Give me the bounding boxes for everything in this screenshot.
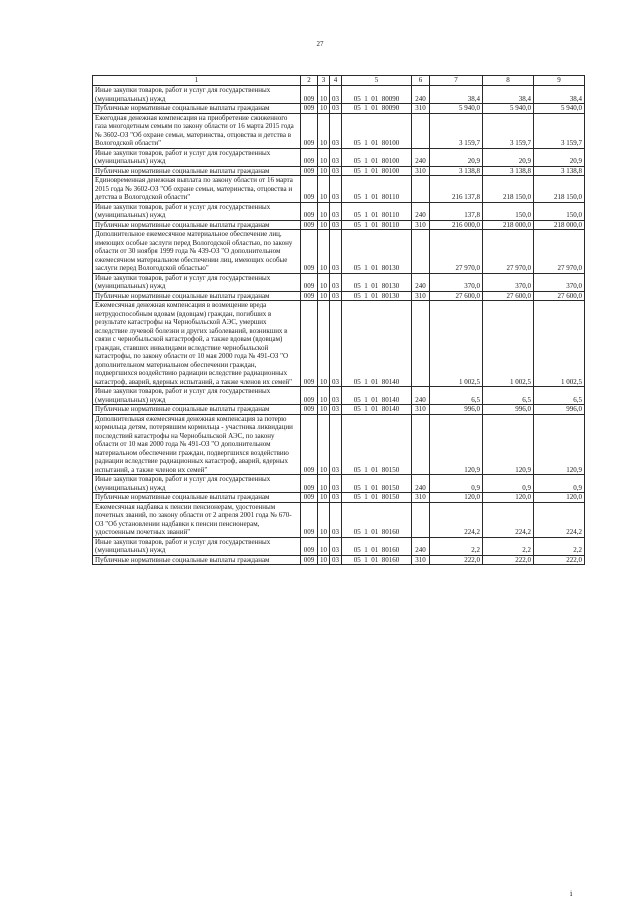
row-value-2023: 137,8 bbox=[430, 202, 483, 220]
header-cell-5: 5 bbox=[342, 76, 412, 86]
row-csr: 05 1 01 80150 bbox=[342, 414, 412, 475]
row-value-2024: 2,2 bbox=[483, 537, 534, 555]
row-value-2025: 218 150,0 bbox=[534, 176, 585, 203]
row-value-2025: 20,9 bbox=[534, 148, 585, 166]
row-name: Ежемесячная денежная компенсация в возмещение вреда нетрудоспособным вдовам (вдовцам) граждан, погибших в результате катастрофы на Чернобыльской АЭС, умерших вследствие лучевой болезни и других заболеваний, возникших в связи с чернобыльской катастрофой, а также вдовам (вдовцам) граждан, ставших инвалидами вследствие чернобыльской катастрофы, по закону области от 10 мая 2000 года № 491-ОЗ "О дополнительном материальном обеспечении граждан, подвергшихся воздействию радиации вследствие радиационных катастроф, аварий, ядерных испытаний, а также членов их семей" bbox=[93, 301, 301, 387]
row-name: Публичные нормативные социальные выплаты гражданам bbox=[93, 555, 301, 565]
row-pr: 03 bbox=[330, 148, 342, 166]
row-value-2023: 0,9 bbox=[430, 475, 483, 493]
table-row bbox=[93, 113, 585, 148]
row-rz: 10 bbox=[318, 86, 330, 104]
row-vr bbox=[412, 414, 430, 475]
row-rz: 10 bbox=[318, 113, 330, 148]
row-vr: 240 bbox=[412, 387, 430, 405]
row-pr: 03 bbox=[330, 273, 342, 291]
row-value-2024: 120,0 bbox=[483, 493, 534, 503]
table-row bbox=[93, 220, 585, 230]
budget-table bbox=[92, 75, 585, 565]
row-vr: 310 bbox=[412, 291, 430, 301]
row-value-2024: 38,4 bbox=[483, 86, 534, 104]
row-csr: 05 1 01 80100 bbox=[342, 166, 412, 176]
row-pr: 03 bbox=[330, 537, 342, 555]
row-vr: 310 bbox=[412, 104, 430, 114]
table-row bbox=[93, 405, 585, 415]
row-value-2024: 6,5 bbox=[483, 387, 534, 405]
row-name: Иные закупки товаров, работ и услуг для государственных (муниципальных) нужд bbox=[93, 202, 301, 220]
table-row bbox=[93, 414, 585, 475]
row-grbs: 009 bbox=[301, 273, 318, 291]
row-csr: 05 1 01 80150 bbox=[342, 475, 412, 493]
header-row bbox=[93, 76, 585, 86]
row-grbs: 009 bbox=[301, 148, 318, 166]
row-pr: 03 bbox=[330, 414, 342, 475]
table-row bbox=[93, 301, 585, 387]
row-value-2023: 3 159,7 bbox=[430, 113, 483, 148]
row-value-2025: 6,5 bbox=[534, 387, 585, 405]
row-name: Иные закупки товаров, работ и услуг для государственных (муниципальных) нужд bbox=[93, 475, 301, 493]
row-grbs: 009 bbox=[301, 301, 318, 387]
row-pr: 03 bbox=[330, 166, 342, 176]
row-name: Ежемесячная надбавка к пенсии пенсионерам, удостоенным почетных званий, по закону области от 2 апреля 2001 года № 670-ОЗ "Об установлении надбавки к пенсии пенсионерам, удостоенным почетных званий" bbox=[93, 502, 301, 537]
row-name: Публичные нормативные социальные выплаты гражданам bbox=[93, 104, 301, 114]
header-cell-4: 4 bbox=[330, 76, 342, 86]
header-cell-1: 1 bbox=[93, 76, 301, 86]
table-row bbox=[93, 555, 585, 565]
row-name: Публичные нормативные социальные выплаты гражданам bbox=[93, 166, 301, 176]
row-vr: 240 bbox=[412, 537, 430, 555]
row-value-2023: 3 138,8 bbox=[430, 166, 483, 176]
row-grbs: 009 bbox=[301, 230, 318, 274]
row-rz: 10 bbox=[318, 405, 330, 415]
row-pr: 03 bbox=[330, 113, 342, 148]
row-rz: 10 bbox=[318, 273, 330, 291]
row-rz: 10 bbox=[318, 104, 330, 114]
row-csr: 05 1 01 80100 bbox=[342, 113, 412, 148]
row-grbs: 009 bbox=[301, 113, 318, 148]
row-value-2025: 3 159,7 bbox=[534, 113, 585, 148]
header-cell-7: 7 bbox=[430, 76, 483, 86]
row-pr: 03 bbox=[330, 555, 342, 565]
table-body bbox=[93, 86, 585, 565]
row-pr: 03 bbox=[330, 493, 342, 503]
row-name: Дополнительное ежемесячное материальное обеспечение лиц, имеющих особые заслуги перед Вологодской областью, по закону области от 30 ноября 1999 года № 439-ОЗ "О дополнительном ежемесячном материальном обеспечении лиц, имеющих особые заслуги перед Вологодской областью" bbox=[93, 230, 301, 274]
row-pr: 03 bbox=[330, 291, 342, 301]
row-csr: 05 1 01 80110 bbox=[342, 176, 412, 203]
row-vr: 310 bbox=[412, 555, 430, 565]
row-rz: 10 bbox=[318, 555, 330, 565]
page-number: 27 bbox=[316, 40, 324, 48]
row-vr bbox=[412, 502, 430, 537]
row-name: Публичные нормативные социальные выплаты гражданам bbox=[93, 220, 301, 230]
row-pr: 03 bbox=[330, 176, 342, 203]
row-vr: 310 bbox=[412, 493, 430, 503]
row-value-2023: 120,9 bbox=[430, 414, 483, 475]
table-row bbox=[93, 148, 585, 166]
row-value-2024: 27 970,0 bbox=[483, 230, 534, 274]
row-value-2024: 120,9 bbox=[483, 414, 534, 475]
row-vr: 240 bbox=[412, 86, 430, 104]
row-value-2023: 222,0 bbox=[430, 555, 483, 565]
row-value-2025: 1 002,5 bbox=[534, 301, 585, 387]
row-value-2023: 27 600,0 bbox=[430, 291, 483, 301]
row-rz: 10 bbox=[318, 220, 330, 230]
row-pr: 03 bbox=[330, 502, 342, 537]
row-grbs: 009 bbox=[301, 387, 318, 405]
row-vr: 310 bbox=[412, 166, 430, 176]
table-row bbox=[93, 475, 585, 493]
row-value-2025: 27 970,0 bbox=[534, 230, 585, 274]
row-csr: 05 1 01 80140 bbox=[342, 301, 412, 387]
row-rz: 10 bbox=[318, 414, 330, 475]
row-value-2025: 120,0 bbox=[534, 493, 585, 503]
row-grbs: 009 bbox=[301, 291, 318, 301]
row-csr: 05 1 01 80130 bbox=[342, 273, 412, 291]
row-grbs: 009 bbox=[301, 475, 318, 493]
header-cell-6: 6 bbox=[412, 76, 430, 86]
table-header bbox=[93, 76, 585, 86]
table-row bbox=[93, 502, 585, 537]
row-value-2024: 150,0 bbox=[483, 202, 534, 220]
row-value-2024: 218 150,0 bbox=[483, 176, 534, 203]
row-rz: 10 bbox=[318, 291, 330, 301]
row-pr: 03 bbox=[330, 202, 342, 220]
row-grbs: 009 bbox=[301, 405, 318, 415]
row-value-2025: 370,0 bbox=[534, 273, 585, 291]
table-row bbox=[93, 537, 585, 555]
row-value-2024: 218 000,0 bbox=[483, 220, 534, 230]
row-rz: 10 bbox=[318, 301, 330, 387]
footer-mark: ⅰ bbox=[570, 890, 573, 898]
table-row bbox=[93, 291, 585, 301]
row-value-2025: 218 000,0 bbox=[534, 220, 585, 230]
row-value-2025: 222,0 bbox=[534, 555, 585, 565]
row-pr: 03 bbox=[330, 104, 342, 114]
row-rz: 10 bbox=[318, 475, 330, 493]
row-value-2025: 0,9 bbox=[534, 475, 585, 493]
header-cell-8: 8 bbox=[483, 76, 534, 86]
row-vr: 240 bbox=[412, 202, 430, 220]
row-grbs: 009 bbox=[301, 555, 318, 565]
row-rz: 10 bbox=[318, 230, 330, 274]
header-cell-2: 2 bbox=[301, 76, 318, 86]
row-name: Иные закупки товаров, работ и услуг для государственных (муниципальных) нужд bbox=[93, 273, 301, 291]
row-rz: 10 bbox=[318, 502, 330, 537]
header-cell-3: 3 bbox=[318, 76, 330, 86]
row-csr: 05 1 01 80140 bbox=[342, 405, 412, 415]
row-value-2023: 996,0 bbox=[430, 405, 483, 415]
row-value-2025: 996,0 bbox=[534, 405, 585, 415]
row-value-2024: 1 002,5 bbox=[483, 301, 534, 387]
row-rz: 10 bbox=[318, 387, 330, 405]
row-grbs: 009 bbox=[301, 493, 318, 503]
row-value-2025: 150,0 bbox=[534, 202, 585, 220]
row-value-2025: 224,2 bbox=[534, 502, 585, 537]
row-rz: 10 bbox=[318, 202, 330, 220]
row-value-2025: 120,9 bbox=[534, 414, 585, 475]
row-csr: 05 1 01 80130 bbox=[342, 230, 412, 274]
row-value-2024: 3 138,8 bbox=[483, 166, 534, 176]
row-rz: 10 bbox=[318, 148, 330, 166]
row-vr bbox=[412, 176, 430, 203]
row-value-2024: 370,0 bbox=[483, 273, 534, 291]
row-value-2025: 27 600,0 bbox=[534, 291, 585, 301]
row-value-2024: 996,0 bbox=[483, 405, 534, 415]
row-rz: 10 bbox=[318, 176, 330, 203]
table-row bbox=[93, 387, 585, 405]
row-vr: 240 bbox=[412, 148, 430, 166]
row-value-2025: 38,4 bbox=[534, 86, 585, 104]
row-grbs: 009 bbox=[301, 176, 318, 203]
row-value-2024: 0,9 bbox=[483, 475, 534, 493]
table-row bbox=[93, 86, 585, 104]
row-value-2024: 5 940,0 bbox=[483, 104, 534, 114]
row-csr: 05 1 01 80100 bbox=[342, 148, 412, 166]
row-csr: 05 1 01 80090 bbox=[342, 86, 412, 104]
table-row bbox=[93, 273, 585, 291]
row-rz: 10 bbox=[318, 166, 330, 176]
row-csr: 05 1 01 80160 bbox=[342, 502, 412, 537]
row-name: Иные закупки товаров, работ и услуг для государственных (муниципальных) нужд bbox=[93, 537, 301, 555]
row-rz: 10 bbox=[318, 537, 330, 555]
row-name: Иные закупки товаров, работ и услуг для государственных (муниципальных) нужд bbox=[93, 387, 301, 405]
row-pr: 03 bbox=[330, 475, 342, 493]
row-pr: 03 bbox=[330, 86, 342, 104]
row-pr: 03 bbox=[330, 301, 342, 387]
row-value-2024: 27 600,0 bbox=[483, 291, 534, 301]
row-value-2023: 6,5 bbox=[430, 387, 483, 405]
row-grbs: 009 bbox=[301, 202, 318, 220]
row-value-2023: 216 000,0 bbox=[430, 220, 483, 230]
row-pr: 03 bbox=[330, 387, 342, 405]
table-row bbox=[93, 493, 585, 503]
row-vr bbox=[412, 230, 430, 274]
row-value-2023: 120,0 bbox=[430, 493, 483, 503]
row-value-2025: 5 940,0 bbox=[534, 104, 585, 114]
row-grbs: 009 bbox=[301, 86, 318, 104]
row-name: Публичные нормативные социальные выплаты гражданам bbox=[93, 405, 301, 415]
row-value-2024: 3 159,7 bbox=[483, 113, 534, 148]
row-csr: 05 1 01 80130 bbox=[342, 291, 412, 301]
row-vr: 240 bbox=[412, 273, 430, 291]
row-grbs: 009 bbox=[301, 166, 318, 176]
row-grbs: 009 bbox=[301, 104, 318, 114]
row-name: Единовременная денежная выплата по закону области от 16 марта 2015 года № 3602-ОЗ "Об охране семьи, материнства, отцовства и детства в Вологодской области" bbox=[93, 176, 301, 203]
row-name: Публичные нормативные социальные выплаты гражданам bbox=[93, 291, 301, 301]
row-csr: 05 1 01 80160 bbox=[342, 555, 412, 565]
row-vr: 240 bbox=[412, 475, 430, 493]
row-grbs: 009 bbox=[301, 220, 318, 230]
row-name: Публичные нормативные социальные выплаты гражданам bbox=[93, 493, 301, 503]
row-value-2023: 27 970,0 bbox=[430, 230, 483, 274]
row-value-2024: 20,9 bbox=[483, 148, 534, 166]
row-value-2024: 224,2 bbox=[483, 502, 534, 537]
row-value-2024: 222,0 bbox=[483, 555, 534, 565]
row-csr: 05 1 01 80110 bbox=[342, 220, 412, 230]
row-value-2023: 370,0 bbox=[430, 273, 483, 291]
row-value-2023: 224,2 bbox=[430, 502, 483, 537]
row-grbs: 009 bbox=[301, 502, 318, 537]
row-csr: 05 1 01 80110 bbox=[342, 202, 412, 220]
row-vr: 310 bbox=[412, 220, 430, 230]
row-pr: 03 bbox=[330, 220, 342, 230]
row-name: Ежегодная денежная компенсация на приобретение сжиженного газа многодетным семьям по закону области от 16 марта 2015 года № 3602-ОЗ "Об охране семьи, материнства, отцовства и детства в Вологодской области" bbox=[93, 113, 301, 148]
row-csr: 05 1 01 80140 bbox=[342, 387, 412, 405]
row-value-2025: 2,2 bbox=[534, 537, 585, 555]
table-row bbox=[93, 176, 585, 203]
header-cell-9: 9 bbox=[534, 76, 585, 86]
row-csr: 05 1 01 80150 bbox=[342, 493, 412, 503]
row-csr: 05 1 01 80090 bbox=[342, 104, 412, 114]
row-pr: 03 bbox=[330, 405, 342, 415]
table-row bbox=[93, 166, 585, 176]
row-vr bbox=[412, 113, 430, 148]
row-value-2023: 2,2 bbox=[430, 537, 483, 555]
row-value-2023: 1 002,5 bbox=[430, 301, 483, 387]
row-name: Иные закупки товаров, работ и услуг для государственных (муниципальных) нужд bbox=[93, 86, 301, 104]
row-value-2023: 38,4 bbox=[430, 86, 483, 104]
table-row bbox=[93, 202, 585, 220]
row-value-2023: 20,9 bbox=[430, 148, 483, 166]
row-pr: 03 bbox=[330, 230, 342, 274]
row-value-2023: 216 137,8 bbox=[430, 176, 483, 203]
row-vr: 310 bbox=[412, 405, 430, 415]
row-grbs: 009 bbox=[301, 537, 318, 555]
row-grbs: 009 bbox=[301, 414, 318, 475]
row-value-2023: 5 940,0 bbox=[430, 104, 483, 114]
row-vr bbox=[412, 301, 430, 387]
row-name: Дополнительная ежемесячная денежная компенсация за потерю кормильца детям, потерявшим кормильца - участника ликвидации последствий катастрофы на Чернобыльской АЭС, по закону области от 10 мая 2000 года № 491-ОЗ "О дополнительном материальном обеспечении граждан, подвергшихся воздействию радиации вследствие радиационных катастроф, аварий, ядерных испытаний, а также членов их семей" bbox=[93, 414, 301, 475]
table-row bbox=[93, 230, 585, 274]
row-csr: 05 1 01 80160 bbox=[342, 537, 412, 555]
table-row bbox=[93, 104, 585, 114]
row-rz: 10 bbox=[318, 493, 330, 503]
row-value-2025: 3 138,8 bbox=[534, 166, 585, 176]
row-name: Иные закупки товаров, работ и услуг для государственных (муниципальных) нужд bbox=[93, 148, 301, 166]
